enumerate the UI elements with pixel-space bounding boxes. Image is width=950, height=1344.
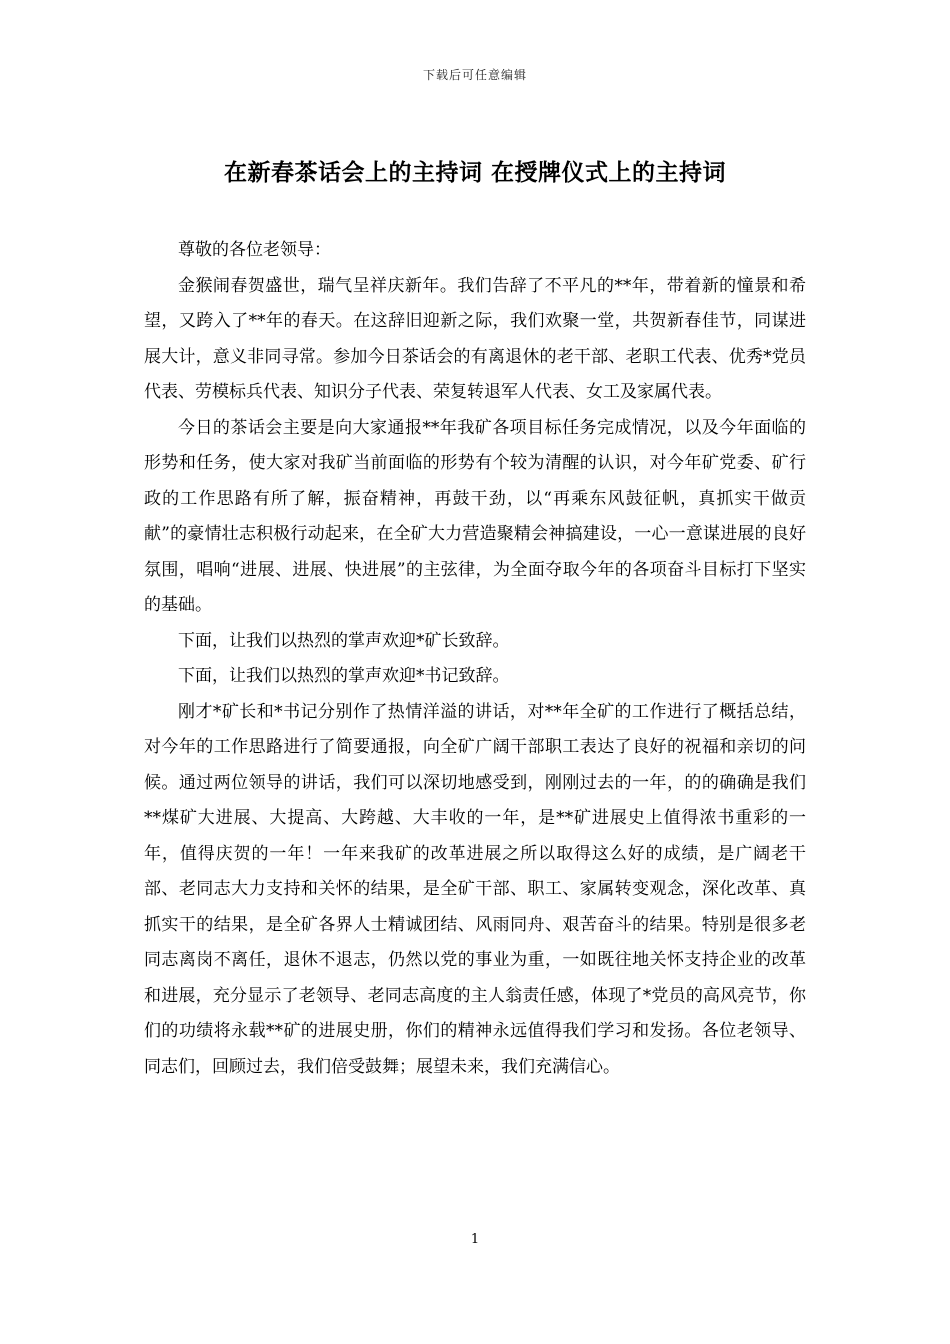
page-number: 1 [470, 1232, 480, 1247]
paragraph-secretary-speech: 下面，让我们以热烈的掌声欢迎*书记致辞。 [178, 666, 510, 686]
document-title: 在新春茶话会上的主持词 在授牌仪式上的主持词 [223, 159, 726, 186]
paragraph-opening: 金猴闹春贺盛世，瑞气呈祥庆新年。我们告辞了不平凡的**年，带着新的憧景和希望，又跨入了**年的春天。在这辞旧迎新之际，我们欢聚一堂，共贺新春佳节，同谋进展大计，意义非同寻常。参加今日茶话会的有离退休的老干部、老职工代表、优秀*党员代表、劳模标兵代表、知识分子代表、荣复转退军人代表、女工及家属代表。 [144, 275, 806, 402]
paragraph-purpose: 今日的茶话会主要是向大家通报**年我矿各项目标任务完成情况，以及今年面临的形势和任务，使大家对我矿当前面临的形势有个较为清醒的认识，对今年矿党委、矿行政的工作思路有所了解，振奋精神，再鼓干劲，以“再乘东风鼓征帆，真抓实干做贡献”的豪情壮志积极行动起来，在全矿大力营造聚精会神搞建设，一心一意谋进展的良好氛围，唱响“进展、进展、快进展”的主弦律，为全面夺取今年的各项奋斗目标打下坚实的基础。 [144, 417, 806, 615]
paragraph-mine-director-speech: 下面，让我们以热烈的掌声欢迎*矿长致辞。 [178, 630, 510, 651]
header-note: 下载后可任意编辑 [422, 68, 527, 82]
document-body [144, 233, 806, 1085]
paragraph-salutation: 尊敬的各位老领导： [178, 240, 331, 260]
paragraph-summary: 刚才*矿长和*书记分别作了热情洋溢的讲话，对**年全矿的工作进行了概括总结，对今年的工作思路进行了简要通报，向全矿广阔干部职工表达了良好的祝福和亲切的问候。通过两位领导的讲话，我们可以深切地感受到，刚刚过去的一年，的的确确是我们**煤矿大进展、大提高、大跨越、大丰收的一年，是**矿进展史上值得浓书重彩的一年，值得庆贺的一年！一年来我矿的改革进展之所以取得这么好的成绩，是广阔老干部、老同志大力支持和关怀的结果，是全矿干部、职工、家属转变观念，深化改革、真抓实干的结果，是全矿各界人士精诚团结、风雨同舟、艰苦奋斗的结果。特别是很多老同志离岗不离任，退休不退志，仍然以党的事业为重，一如既往地关怀支持企业的改革和进展，充分显示了老领导、老同志高度的主人翁责任感，体现了*党员的高风亮节，你们的功绩将永载**矿的进展史册，你们的精神永远值得我们学习和发扬。各位老领导、同志们，回顾过去，我们倍受鼓舞；展望未来，我们充满信心。 [144, 701, 806, 1077]
